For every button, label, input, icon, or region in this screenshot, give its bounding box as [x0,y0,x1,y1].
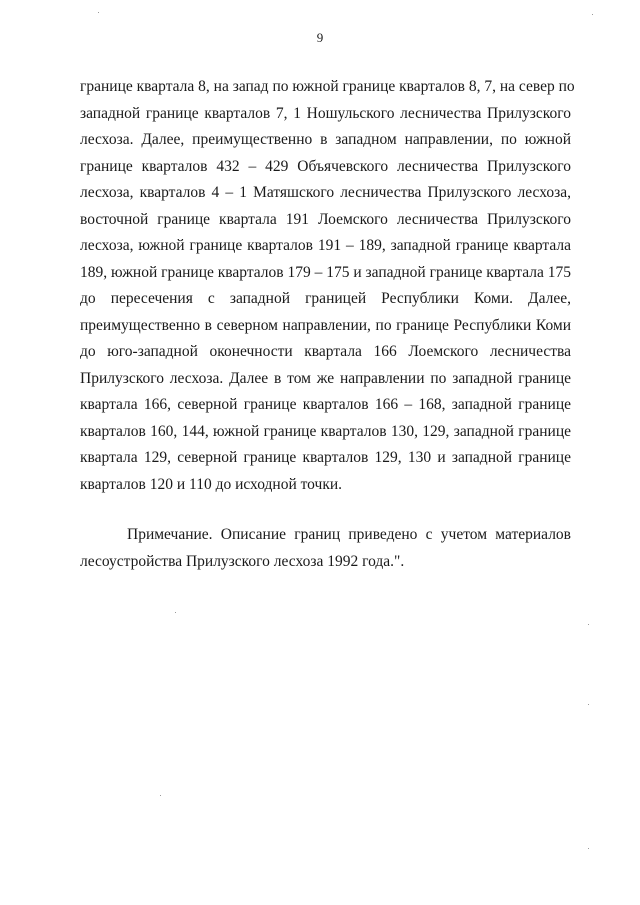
note-paragraph [80,522,571,575]
text-line: преимущественно в северном направлении, по границе Республики Коми [80,316,571,334]
scan-speck [160,795,161,796]
text-line: квартала 166, северной границе кварталов 166 – 168, западной границе [80,396,571,413]
text-line: квартала 129, северной границе кварталов 129, 130 и западной границе [80,449,571,466]
scan-speck [175,612,176,613]
text-line: Прилузского лесхоза. Далее в том же направлении по западной границе [80,369,571,387]
text-line: лесхоза, кварталов 4 – 1 Матяшского лесничества Прилузского лесхоза, [80,184,571,201]
scan-speck [588,704,589,705]
text-line: до пересечения с западной границей Республики Коми. Далее, [80,290,571,307]
text-line: лесхоза, южной границе кварталов 191 – 189, западной границе квартала [80,237,571,254]
scan-speck [588,848,589,849]
text-line: 189, южной границе кварталов 179 – 175 и западной границе квартала 175 [80,263,572,281]
scan-speck [592,14,593,15]
scan-speck [588,624,589,625]
boundary-description [80,74,575,498]
text-line: до юго-западной оконечности квартала 166 Лоемского лесничества [80,343,571,360]
text-line: лесхоза. Далее, преимущественно в западном направлении, по южной [80,131,571,148]
note-line: лесоустройства Прилузского лесхоза 1992 года.". [80,552,405,570]
note-line: Примечание. Описание границ приведено с учетом материалов [127,526,571,543]
text-line: границе квартала 8, на запад по южной границе кварталов 8, 7, на север по [80,78,575,95]
page-number: 9 [316,30,324,45]
text-line: западной границе кварталов 7, 1 Ношульского лесничества Прилузского [80,104,571,122]
text-line: границе кварталов 432 – 429 Объячевского лесничества Прилузского [80,157,571,175]
scan-speck [98,12,99,13]
text-line: кварталов 120 и 110 до исходной точки. [80,475,343,493]
text-line: кварталов 160, 144, южной границе кварталов 130, 129, западной границе [80,422,571,440]
text-line: восточной границе квартала 191 Лоемского лесничества Прилузского [80,210,571,228]
